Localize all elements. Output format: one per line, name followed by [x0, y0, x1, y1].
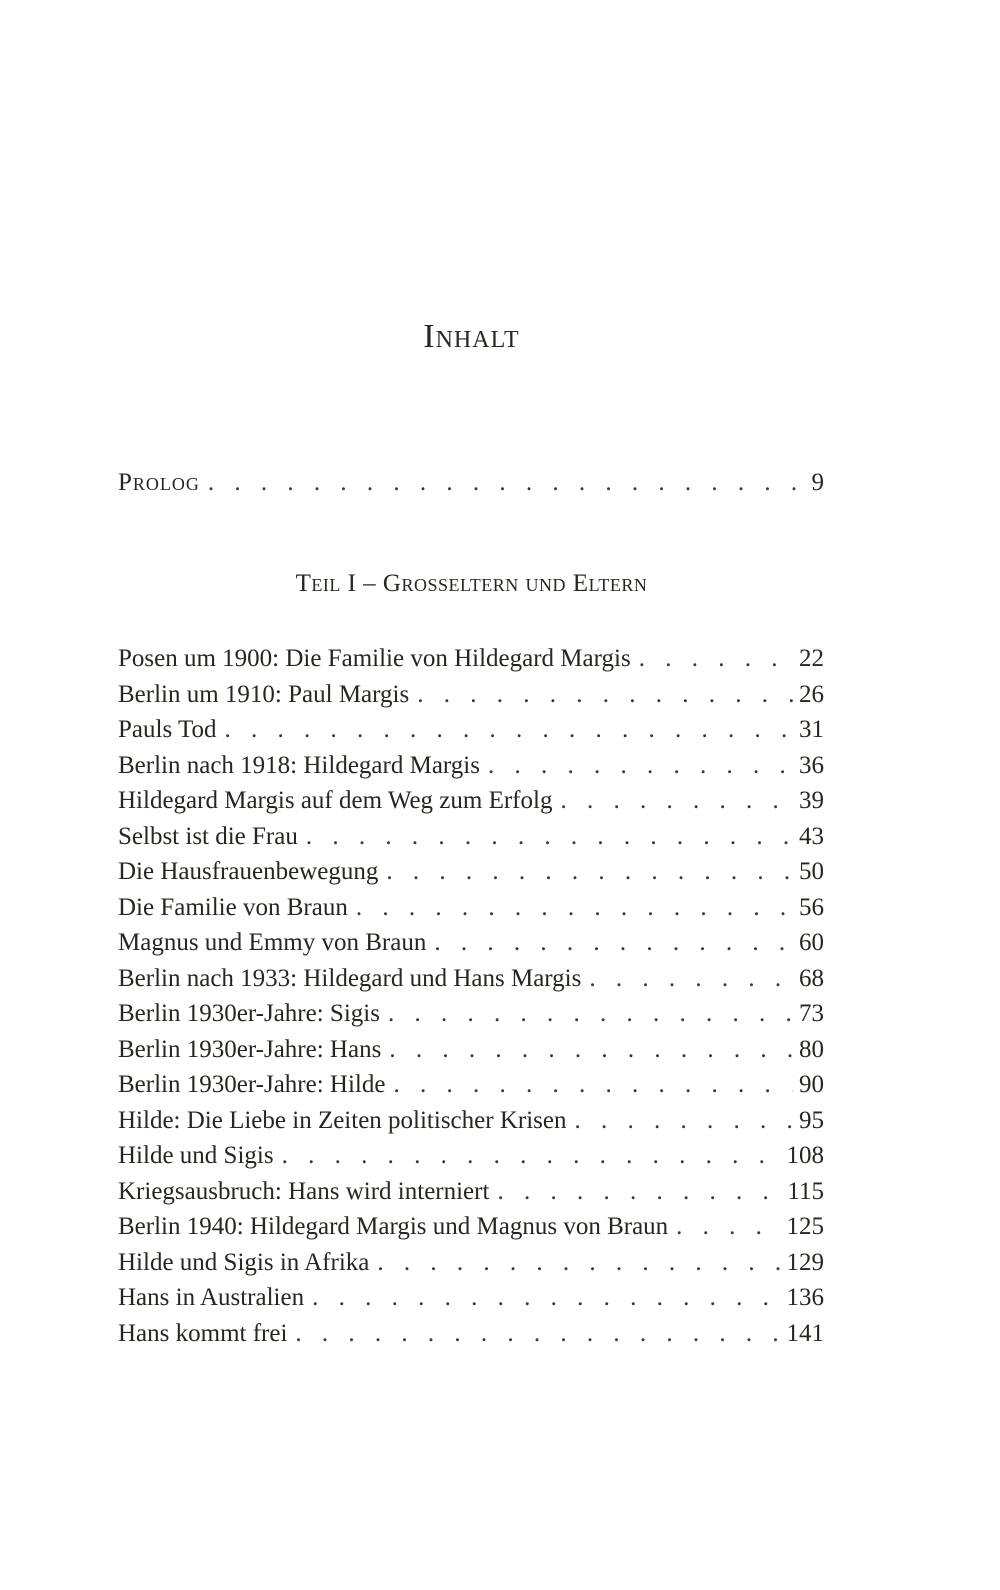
toc-entry	[118, 1033, 824, 1067]
dot-leader	[639, 642, 793, 676]
toc-entry-label: Prolog	[118, 469, 200, 496]
toc-entry	[118, 855, 824, 889]
dot-leader	[282, 1139, 781, 1173]
toc-entry-page: 141	[786, 1320, 824, 1347]
toc-entry	[118, 926, 824, 960]
toc-entry-label: Berlin nach 1933: Hildegard und Hans Margis	[118, 965, 582, 992]
toc-entry-page: 26	[799, 681, 824, 708]
toc-entry-page: 9	[811, 469, 824, 496]
toc-entry-page: 43	[799, 823, 824, 850]
toc-entry-page: 95	[799, 1107, 824, 1134]
dot-leader	[589, 962, 793, 996]
toc-entry-page: 115	[787, 1178, 824, 1205]
toc-entry-page: 80	[799, 1036, 824, 1063]
dot-leader	[306, 820, 793, 854]
toc-entry-label: Berlin 1940: Hildegard Margis und Magnus von Braun	[118, 1213, 669, 1240]
dot-leader	[488, 749, 793, 783]
dot-leader	[356, 891, 793, 925]
toc-entry	[118, 1246, 824, 1280]
toc-entry	[118, 1068, 824, 1102]
page-title: Inhalt	[423, 318, 520, 355]
toc-entry-label: Hans kommt frei	[118, 1320, 288, 1347]
toc-entry-page: 73	[799, 1000, 824, 1027]
dot-leader	[417, 678, 793, 712]
toc-entry-page: 50	[799, 858, 824, 885]
toc-entry-page: 129	[786, 1249, 824, 1276]
toc-entry	[118, 749, 824, 783]
dot-leader	[497, 1175, 781, 1209]
toc-entry	[118, 1139, 824, 1173]
toc-entry	[118, 1281, 824, 1315]
toc-entry	[118, 1210, 824, 1244]
toc-entry	[118, 1104, 824, 1138]
toc-entry	[118, 713, 824, 747]
dot-leader	[676, 1210, 780, 1244]
toc-entry-label: Hildegard Margis auf dem Weg zum Erfolg	[118, 787, 553, 814]
toc-entry	[118, 678, 824, 712]
toc-entry-label: Berlin 1930er-Jahre: Sigis	[118, 1000, 380, 1027]
toc-entry-page: 22	[799, 645, 824, 672]
toc-entry-label: Kriegsausbruch: Hans wird interniert	[118, 1178, 490, 1205]
toc-entry	[118, 891, 824, 925]
toc-entry-label: Hilde und Sigis	[118, 1142, 274, 1169]
toc-entry-page: 108	[786, 1142, 824, 1169]
dot-leader	[574, 1104, 793, 1138]
toc-entry-label: Berlin um 1910: Paul Margis	[118, 681, 410, 708]
toc-entry	[118, 642, 824, 676]
dot-leader	[295, 1317, 780, 1351]
toc-entry	[118, 1175, 824, 1209]
toc-entry-label: Berlin nach 1918: Hildegard Margis	[118, 752, 480, 779]
toc-entry	[118, 962, 824, 996]
toc-entry-label: Die Hausfrauenbewegung	[118, 858, 379, 885]
toc-entry-prolog	[118, 466, 824, 500]
toc-entry-label: Magnus und Emmy von Braun	[118, 929, 427, 956]
toc-entry-page: 31	[799, 716, 824, 743]
toc-entry-label: Posen um 1900: Die Familie von Hildegard Margis	[118, 645, 631, 672]
toc-entry-page: 68	[799, 965, 824, 992]
toc-entry-page: 125	[786, 1213, 824, 1240]
dot-leader	[208, 466, 806, 500]
toc-entry-page: 136	[786, 1284, 824, 1311]
toc-entry-label: Berlin 1930er-Jahre: Hans	[118, 1036, 382, 1063]
toc-entry	[118, 784, 824, 818]
dot-leader	[225, 713, 794, 747]
toc-entry-page: 39	[799, 787, 824, 814]
dot-leader	[386, 855, 793, 889]
dot-leader	[388, 997, 793, 1031]
toc-entry-label: Hans in Australien	[118, 1284, 305, 1311]
dot-leader	[560, 784, 793, 818]
toc-entry-page: 36	[799, 752, 824, 779]
toc-entry-label: Die Familie von Braun	[118, 894, 348, 921]
dot-leader	[377, 1246, 780, 1280]
toc-entry-page: 56	[799, 894, 824, 921]
dot-leader	[393, 1068, 793, 1102]
dot-leader	[389, 1033, 793, 1067]
toc-entry-page: 90	[799, 1071, 824, 1098]
dot-leader	[312, 1281, 780, 1315]
toc-entry-label: Pauls Tod	[118, 716, 217, 743]
toc-entry	[118, 997, 824, 1031]
toc-entry-label: Hilde und Sigis in Afrika	[118, 1249, 370, 1276]
dot-leader	[434, 926, 793, 960]
toc-entry-label: Berlin 1930er-Jahre: Hilde	[118, 1071, 386, 1098]
toc-entry-label: Hilde: Die Liebe in Zeiten politischer Krisen	[118, 1107, 567, 1134]
toc-entry	[118, 1317, 824, 1351]
part-heading: Teil I – Grosseltern und Eltern	[295, 570, 648, 597]
toc-entry-page: 60	[799, 929, 824, 956]
toc-entry	[118, 820, 824, 854]
toc-entry-label: Selbst ist die Frau	[118, 823, 298, 850]
